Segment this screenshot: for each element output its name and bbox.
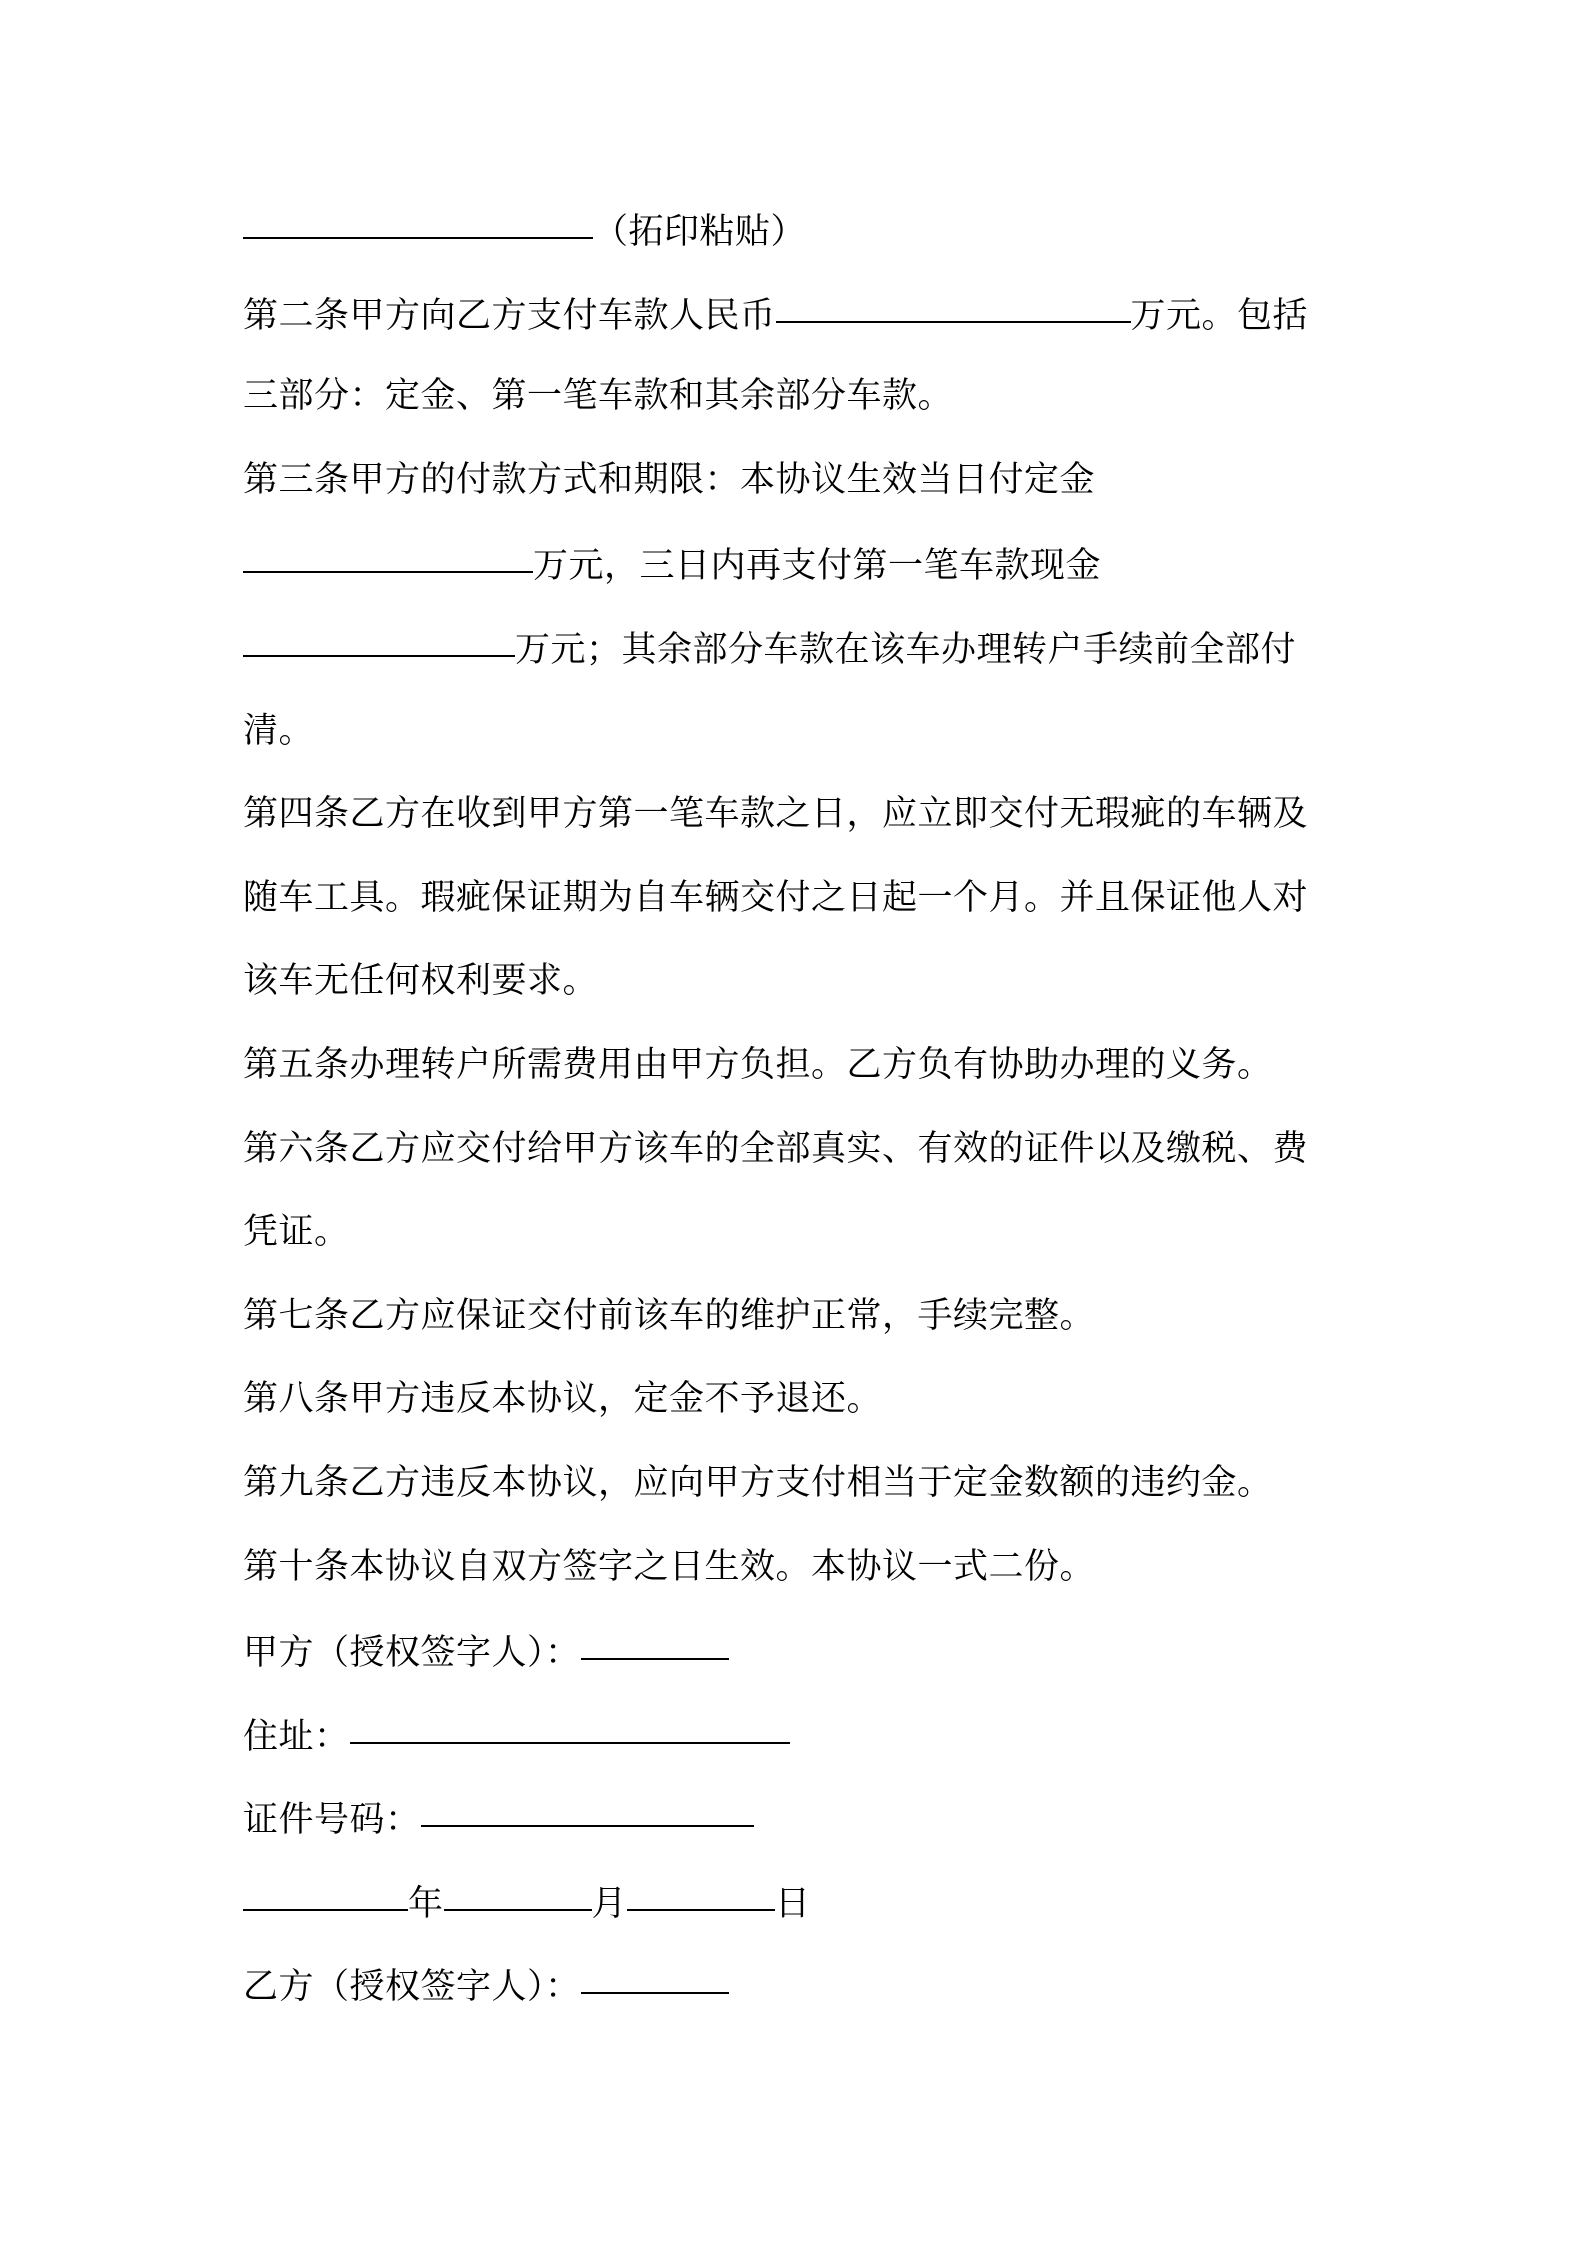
line-art3-b: [243, 535, 1363, 619]
line-text: 第十条本协议自双方签字之日生效。本协议一式二份。: [243, 1546, 1096, 1587]
line-text: 随车工具。瑕疵保证期为自车辆交付之日起一个月。并且保证他人对: [243, 877, 1309, 918]
contract-body: [243, 201, 1363, 2040]
line-text: 万元，三日内再支付第一笔车款现金: [533, 546, 1102, 587]
line-text: 第三条甲方的付款方式和期限：本协议生效当日付定金: [243, 459, 1096, 500]
line-art4-a: [243, 786, 1363, 870]
line-text: 第九条乙方违反本协议，应向甲方支付相当于定金数额的违约金。: [243, 1462, 1273, 1503]
line-art5: [243, 1037, 1363, 1121]
line-party-a: [243, 1622, 1363, 1706]
line-text: （拓印粘贴）: [593, 212, 807, 252]
line-art4-c: [243, 953, 1363, 1037]
line-text: 万元；其余部分车款在该车办理转户手续前全部付: [515, 629, 1297, 670]
line-art6-a: [243, 1121, 1363, 1205]
line-address: [243, 1706, 1363, 1790]
line-text: 证件号码：: [243, 1800, 421, 1841]
fill-in-blank: [627, 1873, 775, 1911]
fill-in-blank: [243, 201, 593, 239]
line-art2-b: [243, 368, 1363, 452]
line-art3-a: [243, 452, 1363, 536]
line-text: 第五条办理转户所需费用由甲方负担。乙方负有协助办理的义务。: [243, 1044, 1273, 1085]
line-text: 清。: [243, 710, 315, 751]
line-text: 第六条乙方应交付给甲方该车的全部真实、有效的证件以及缴税、费: [243, 1128, 1309, 1169]
line-text: 日: [775, 1883, 811, 1924]
line-text: 第四条乙方在收到甲方第一笔车款之日，应立即交付无瑕疵的车辆及: [243, 794, 1309, 835]
line-id-number: [243, 1789, 1363, 1873]
line-art10: [243, 1539, 1363, 1623]
fill-in-blank: [243, 535, 533, 573]
line-art4-b: [243, 870, 1363, 954]
line-art7: [243, 1288, 1363, 1372]
line-paste: [243, 201, 1363, 285]
fill-in-blank: [243, 619, 515, 657]
line-text: 第二条甲方向乙方支付车款人民币: [243, 295, 776, 336]
line-text: 月: [591, 1883, 628, 1924]
fill-in-blank: [421, 1789, 754, 1827]
line-party-b: [243, 1956, 1363, 2040]
line-text: 三部分：定金、第一笔车款和其余部分车款。: [243, 376, 954, 417]
line-art2-a: [243, 285, 1363, 369]
line-text: 凭证。: [243, 1212, 350, 1253]
line-text: 该车无任何权利要求。: [243, 961, 599, 1002]
line-text: 第八条甲方违反本协议，定金不予退还。: [243, 1379, 883, 1420]
line-text: 乙方（授权签字人）：: [243, 1967, 581, 2008]
line-art6-b: [243, 1204, 1363, 1288]
line-text: 第七条乙方应保证交付前该车的维护正常，手续完整。: [243, 1295, 1096, 1336]
line-date: [243, 1873, 1363, 1957]
line-art3-c: [243, 619, 1363, 703]
line-art9: [243, 1455, 1363, 1539]
fill-in-blank: [243, 1873, 408, 1911]
line-text: 住址：: [243, 1716, 350, 1757]
line-text: 甲方（授权签字人）：: [243, 1633, 581, 1674]
fill-in-blank: [581, 1956, 729, 1994]
line-text: 万元。包括: [1130, 295, 1309, 336]
fill-in-blank: [444, 1873, 592, 1911]
fill-in-blank: [776, 285, 1131, 323]
fill-in-blank: [581, 1622, 729, 1660]
line-art8: [243, 1371, 1363, 1455]
line-text: 年: [408, 1883, 444, 1924]
line-art3-d: [243, 703, 1363, 787]
fill-in-blank: [350, 1706, 790, 1744]
